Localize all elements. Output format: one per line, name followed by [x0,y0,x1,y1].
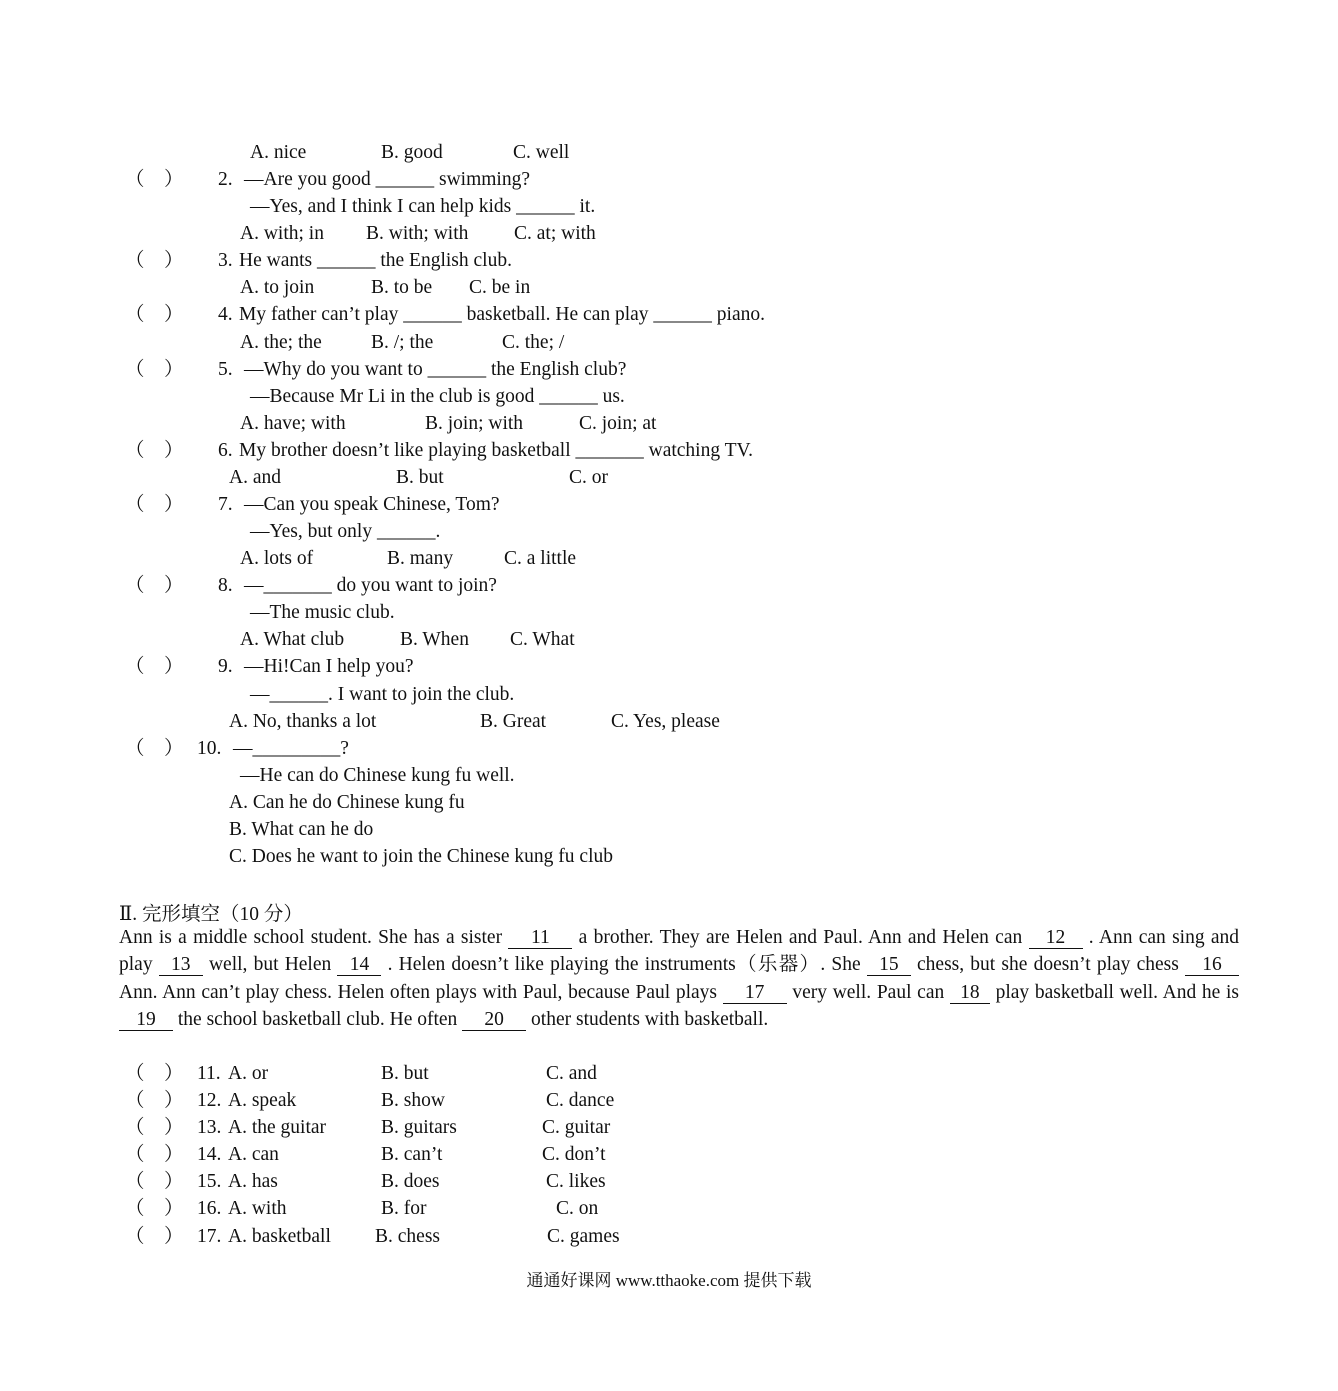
blank-11: 11 [508,928,572,949]
option-b: B. /; the [371,332,434,353]
blank-17: 17 [723,983,787,1004]
question-text: My father can’t play ______ basketball. He can play ______ piano. [239,304,765,325]
option-c: C. on [556,1198,599,1219]
passage-text: Ann. Ann can’t play chess. Helen often plays with Paul, because Paul plays [119,981,717,1003]
blank-18: 18 [950,983,990,1004]
option-a: A. with [228,1198,287,1219]
question-number: 2. [218,169,233,190]
question-number: 3. [218,250,233,271]
option-c: C. join; at [579,413,657,434]
question-text: My brother doesn’t like playing basketball _______ watching TV. [239,440,753,461]
option-c: C. at; with [514,223,596,244]
option-a: A. What club [240,629,345,650]
option-b: B. but [396,467,444,488]
option-c: C. What [510,629,575,650]
blank-14: 14 [337,955,381,976]
question-text: —The music club. [250,602,395,623]
answer-paren: （ ） [125,656,184,677]
question-text: —Because Mr Li in the club is good ______ us. [250,386,625,407]
passage-text: well, but Helen [208,954,332,976]
option-b: B. for [381,1198,427,1219]
option-b: B. chess [375,1226,440,1247]
option-b: B. join; with [425,413,524,434]
answer-paren: （ ） [125,250,184,271]
option-c: C. be in [469,277,531,298]
cloze-passage [119,924,1239,1033]
question-text: —_________? [233,738,349,759]
question-text: —Hi!Can I help you? [244,656,414,677]
question-text: —Why do you want to ______ the English club? [244,359,627,380]
option-c: C. games [547,1226,620,1247]
question-number: 12. [197,1090,222,1111]
question-number: 4. [218,304,233,325]
answer-paren: （ ） [125,1198,184,1219]
option-c: C. likes [546,1171,606,1192]
option-b: B. with; with [366,223,469,244]
blank-16: 16 [1185,955,1239,976]
option-b: B. What can he do [229,819,374,840]
question-number: 11. [197,1063,221,1084]
passage-text: . Ann can sing and play [119,927,1240,976]
option-a: A. can [228,1144,279,1165]
option-c: C. a little [504,548,577,569]
answer-paren: （ ） [125,304,184,325]
option-a: A. and [229,467,281,488]
answer-paren: （ ） [125,575,184,596]
answer-paren: （ ） [125,494,184,515]
answer-paren: （ ） [125,1090,184,1111]
option-c: C. guitar [542,1117,611,1138]
question-text: —______. I want to join the club. [250,684,515,705]
passage-text: a brother. They are Helen and Paul. Ann and Helen can [578,927,1023,948]
question-text: He wants ______ the English club. [239,250,512,271]
passage-text: play basketball well. And he is [995,981,1240,1003]
option-a: A. speak [228,1090,297,1111]
question-number: 14. [197,1144,222,1165]
option-c: C. Does he want to join the Chinese kung fu club [229,846,613,867]
blank-15: 15 [867,955,911,976]
option-a: A. lots of [240,548,314,569]
answer-paren: （ ） [125,1226,184,1247]
option-a: A. basketball [228,1226,331,1247]
option-c: C. Yes, please [611,711,720,732]
passage-text: other students with basketball. [531,1008,769,1030]
blank-13: 13 [159,955,203,976]
answer-paren: （ ） [125,169,184,190]
option-c: C. the; / [502,332,565,353]
question-number: 17. [197,1226,222,1247]
option-b: B. show [381,1090,445,1111]
question-number: 9. [218,656,233,677]
question-number: 15. [197,1171,222,1192]
option-a: A. have; with [240,413,346,434]
option-c: C. or [569,467,608,488]
answer-paren: （ ） [125,440,184,461]
question-number: 10. [197,738,222,759]
option-b: B. but [381,1063,429,1084]
section-heading: Ⅱ. 完形填空（10 分） [119,904,303,925]
option-a: A. to join [240,277,315,298]
option-a: A. the guitar [228,1117,327,1138]
page-footer: 通通好课网 www.tthaoke.com 提供下载 [526,1271,812,1290]
question-text: —_______ do you want to join? [244,575,497,596]
question-number: 8. [218,575,233,596]
answer-paren: （ ） [125,359,184,380]
question-number: 7. [218,494,233,515]
option-b: B. many [387,548,454,569]
option-b: B. When [400,629,469,650]
answer-paren: （ ） [125,738,184,759]
passage-text: very well. Paul can [792,981,945,1003]
option-a: A. Can he do Chinese kung fu [229,792,465,813]
question-number: 16. [197,1198,222,1219]
option-a: A. has [228,1171,278,1192]
option-b: B. guitars [381,1117,457,1138]
q1-option-a: A. nice [250,142,307,163]
option-c: C. and [546,1063,597,1084]
question-text: —Yes, but only ______. [250,521,441,542]
question-text: —Yes, and I think I can help kids ______ it. [250,196,596,217]
option-a: A. No, thanks a lot [229,711,377,732]
option-b: B. to be [371,277,433,298]
option-b: B. does [381,1171,440,1192]
option-c: C. don’t [542,1144,606,1165]
q1-option-b: B. good [381,142,443,163]
answer-paren: （ ） [125,1171,184,1192]
passage-text: chess, but she doesn’t play chess [917,954,1179,976]
option-a: A. or [228,1063,269,1084]
option-c: C. dance [546,1090,615,1111]
blank-20: 20 [462,1010,526,1031]
question-number: 13. [197,1117,222,1138]
question-text: —He can do Chinese kung fu well. [240,765,515,786]
question-number: 6. [218,440,233,461]
option-a: A. the; the [240,332,322,353]
option-b: B. Great [480,711,547,732]
question-number: 5. [218,359,233,380]
passage-text: Ann is a middle school student. She has a sister [119,927,503,948]
q1-option-c: C. well [513,142,570,163]
answer-paren: （ ） [125,1063,184,1084]
option-a: A. with; in [240,223,324,244]
blank-12: 12 [1029,928,1083,949]
passage-text: the school basketball club. He often [177,1008,458,1030]
answer-paren: （ ） [125,1117,184,1138]
question-text: —Can you speak Chinese, Tom? [244,494,500,515]
blank-19: 19 [119,1010,173,1031]
question-text: —Are you good ______ swimming? [244,169,530,190]
option-b: B. can’t [381,1144,443,1165]
passage-text: . Helen doesn’t like playing the instruments（乐器）. She [387,954,861,976]
answer-paren: （ ） [125,1144,184,1165]
